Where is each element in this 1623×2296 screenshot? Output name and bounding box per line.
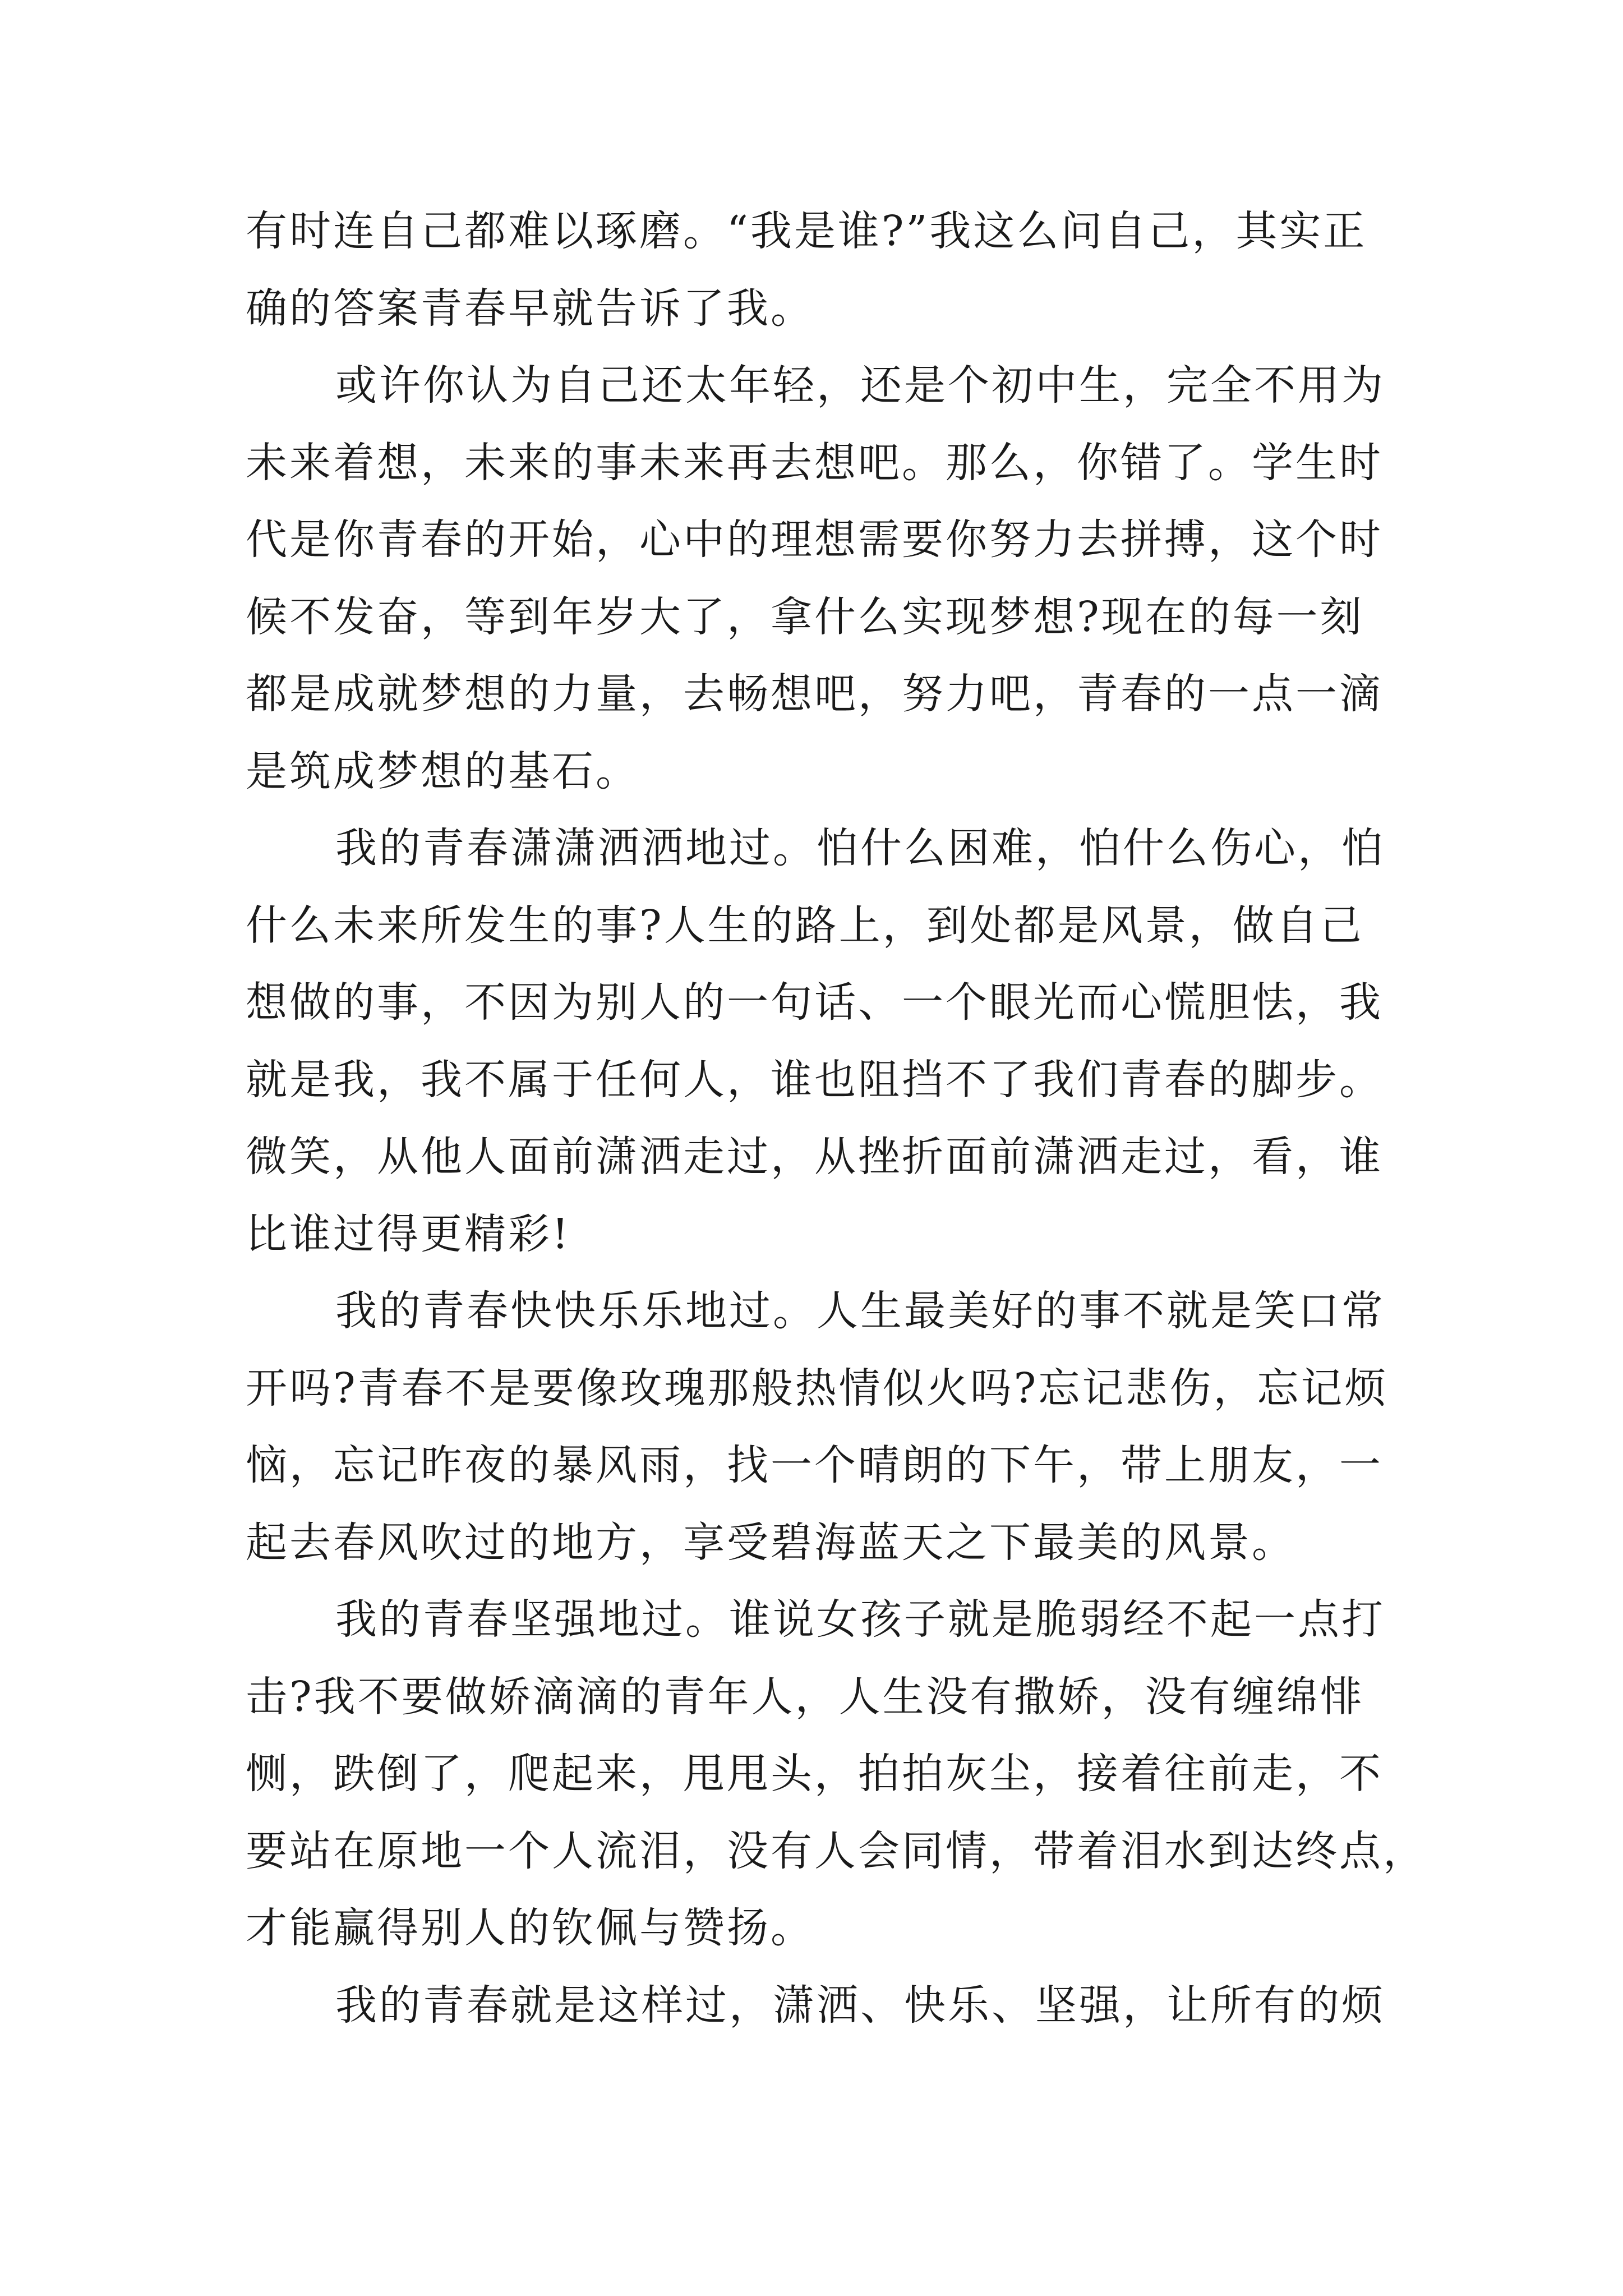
text-line: 代是你青春的开始，心中的理想需要你努力去拼搏，这个时: [246, 516, 1383, 564]
text-line: 就是我，我不属于任何人，谁也阻挡不了我们青春的脚步。: [246, 1055, 1383, 1104]
paragraph: [246, 1273, 1390, 1581]
text-line: 开吗?青春不是要像玫瑰那般热情似火吗?忘记悲伤，忘记烦: [246, 1364, 1389, 1412]
text-line: 我的青春快快乐乐地过。人生最美好的事不就是笑口常: [335, 1287, 1385, 1335]
text-line: 恼，忘记昨夜的暴风雨，找一个晴朗的下午，带上朋友，一: [246, 1441, 1383, 1489]
text-line: 要站在原地一个人流泪，没有人会同情，带着泪水到达终点，: [246, 1826, 1427, 1875]
text-line: 什么未来所发生的事?人生的路上，到处都是风景，做自己: [246, 901, 1364, 950]
text-line: 才能赢得别人的钦佩与赞扬。: [246, 1904, 814, 1952]
text-line: 比谁过得更精彩!: [246, 1209, 571, 1258]
text-line: 是筑成梦想的基石。: [246, 747, 639, 795]
text-line: 微笑，从他人面前潇洒走过，从挫折面前潇洒走过，看，谁: [246, 1133, 1383, 1181]
text-line: 我的青春潇潇洒洒地过。怕什么困难，怕什么伤心，怕: [335, 824, 1385, 872]
text-line: 恻，跌倒了，爬起来，甩甩头，拍拍灰尘，接着往前走，不: [246, 1750, 1383, 1798]
paragraph: [246, 1581, 1427, 1967]
text-line: 都是成就梦想的力量，去畅想吧，努力吧，青春的一点一滴: [246, 670, 1383, 718]
text-line: 击?我不要做娇滴滴的青年人，人生没有撒娇，没有缠绵悱: [246, 1672, 1364, 1721]
paragraph: [246, 193, 1390, 347]
text-line: 我的青春就是这样过，潇洒、快乐、坚强，让所有的烦: [335, 1981, 1385, 2030]
paragraph: [246, 1967, 1390, 2045]
text-line: 有时连自己都难以琢磨。“我是谁?”我这么问自己，其实正: [246, 207, 1367, 255]
text-line: 候不发奋，等到年岁大了，拿什么实现梦想?现在的每一刻: [246, 592, 1364, 641]
essay-body: [246, 193, 1427, 2044]
text-line: 确的答案青春早就告诉了我。: [246, 284, 814, 333]
text-line: 想做的事，不因为别人的一句话、一个眼光而心慌胆怯，我: [246, 978, 1383, 1027]
text-line: 起去春风吹过的地方，享受碧海蓝天之下最美的风景。: [246, 1518, 1295, 1567]
text-line: 未来着想，未来的事未来再去想吧。那么，你错了。学生时: [246, 438, 1383, 487]
paragraph: [246, 347, 1390, 810]
text-line: 我的青春坚强地过。谁说女孩子就是脆弱经不起一点打: [335, 1595, 1385, 1644]
paragraph: [246, 810, 1390, 1273]
text-line: 或许你认为自己还太年轻，还是个初中生，完全不用为: [335, 361, 1385, 409]
